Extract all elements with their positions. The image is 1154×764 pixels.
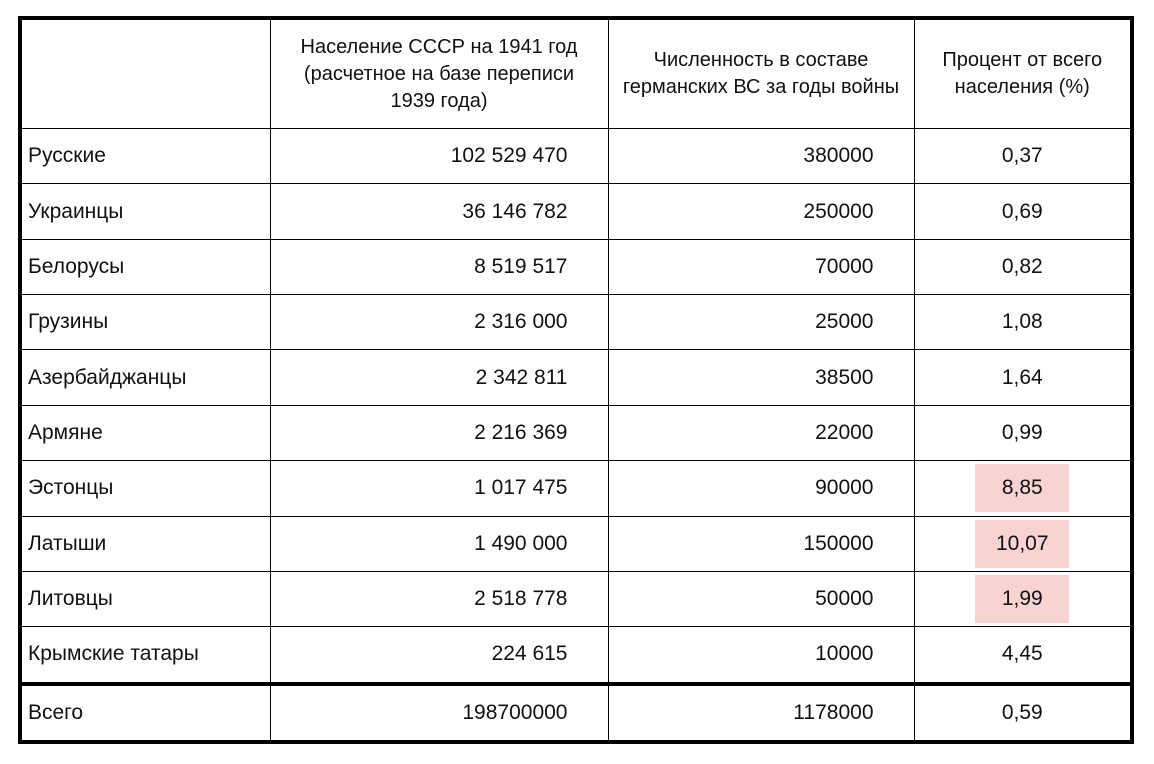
total-military: 1178000 xyxy=(608,684,914,740)
cell-military: 25000 xyxy=(608,295,914,350)
cell-nationality: Эстонцы xyxy=(22,461,270,516)
cell-population: 224 615 xyxy=(270,627,608,684)
total-population: 198700000 xyxy=(270,684,608,740)
header-nationality xyxy=(22,20,270,129)
percent-value: 0,37 xyxy=(1001,144,1043,168)
cell-percent xyxy=(914,239,1130,294)
cell-population: 1 017 475 xyxy=(270,461,608,516)
cell-military: 50000 xyxy=(608,571,914,626)
percent-value: 0,99 xyxy=(1001,420,1043,444)
table-row xyxy=(22,627,1130,684)
table-row xyxy=(22,571,1130,626)
header-military: Численность в составе германских ВС за годы войны xyxy=(608,20,914,129)
cell-population: 2 316 000 xyxy=(270,295,608,350)
cell-nationality: Грузины xyxy=(22,295,270,350)
header-row xyxy=(22,20,1130,129)
cell-percent xyxy=(914,627,1130,684)
cell-military: 250000 xyxy=(608,184,914,239)
cell-military: 150000 xyxy=(608,516,914,571)
cell-percent xyxy=(914,516,1130,571)
cell-nationality: Армяне xyxy=(22,405,270,460)
percent-value-highlighted: 1,99 xyxy=(975,575,1069,623)
cell-percent xyxy=(914,295,1130,350)
percent-value: 4,45 xyxy=(1001,642,1043,666)
total-label: Всего xyxy=(22,684,270,740)
percent-value: 1,64 xyxy=(1001,365,1043,389)
percent-value-highlighted: 8,85 xyxy=(975,464,1069,512)
total-row xyxy=(22,684,1130,740)
cell-military: 22000 xyxy=(608,405,914,460)
cell-percent xyxy=(914,461,1130,516)
cell-nationality: Украинцы xyxy=(22,184,270,239)
table-row xyxy=(22,295,1130,350)
table-row xyxy=(22,405,1130,460)
total-percent-cell xyxy=(914,684,1130,740)
cell-population: 8 519 517 xyxy=(270,239,608,294)
percent-value: 0,69 xyxy=(1001,199,1043,223)
percent-value-highlighted: 10,07 xyxy=(975,520,1069,568)
cell-population: 2 216 369 xyxy=(270,405,608,460)
table-row xyxy=(22,350,1130,405)
cell-percent xyxy=(914,350,1130,405)
table-row xyxy=(22,184,1130,239)
cell-military: 380000 xyxy=(608,129,914,184)
population-table xyxy=(22,20,1130,740)
cell-nationality: Крымские татары xyxy=(22,627,270,684)
table-row xyxy=(22,461,1130,516)
table-row xyxy=(22,239,1130,294)
percent-value: 0,82 xyxy=(1001,254,1043,278)
table-row xyxy=(22,516,1130,571)
cell-nationality: Русские xyxy=(22,129,270,184)
cell-nationality: Белорусы xyxy=(22,239,270,294)
header-percent: Процент от всего населения (%) xyxy=(914,20,1130,129)
header-population: Население СССР на 1941 год (расчетное на базе переписи 1939 года) xyxy=(270,20,608,129)
cell-nationality: Литовцы xyxy=(22,571,270,626)
cell-percent xyxy=(914,571,1130,626)
cell-military: 70000 xyxy=(608,239,914,294)
cell-population: 2 342 811 xyxy=(270,350,608,405)
cell-population: 1 490 000 xyxy=(270,516,608,571)
cell-military: 38500 xyxy=(608,350,914,405)
cell-nationality: Азербайджанцы xyxy=(22,350,270,405)
total-percent: 0,59 xyxy=(1001,700,1043,724)
cell-military: 90000 xyxy=(608,461,914,516)
cell-percent xyxy=(914,184,1130,239)
data-table-frame xyxy=(18,16,1134,744)
cell-military: 10000 xyxy=(608,627,914,684)
cell-percent xyxy=(914,129,1130,184)
cell-population: 36 146 782 xyxy=(270,184,608,239)
cell-percent xyxy=(914,405,1130,460)
table-row xyxy=(22,129,1130,184)
cell-nationality: Латыши xyxy=(22,516,270,571)
cell-population: 2 518 778 xyxy=(270,571,608,626)
cell-population: 102 529 470 xyxy=(270,129,608,184)
percent-value: 1,08 xyxy=(1001,310,1043,334)
